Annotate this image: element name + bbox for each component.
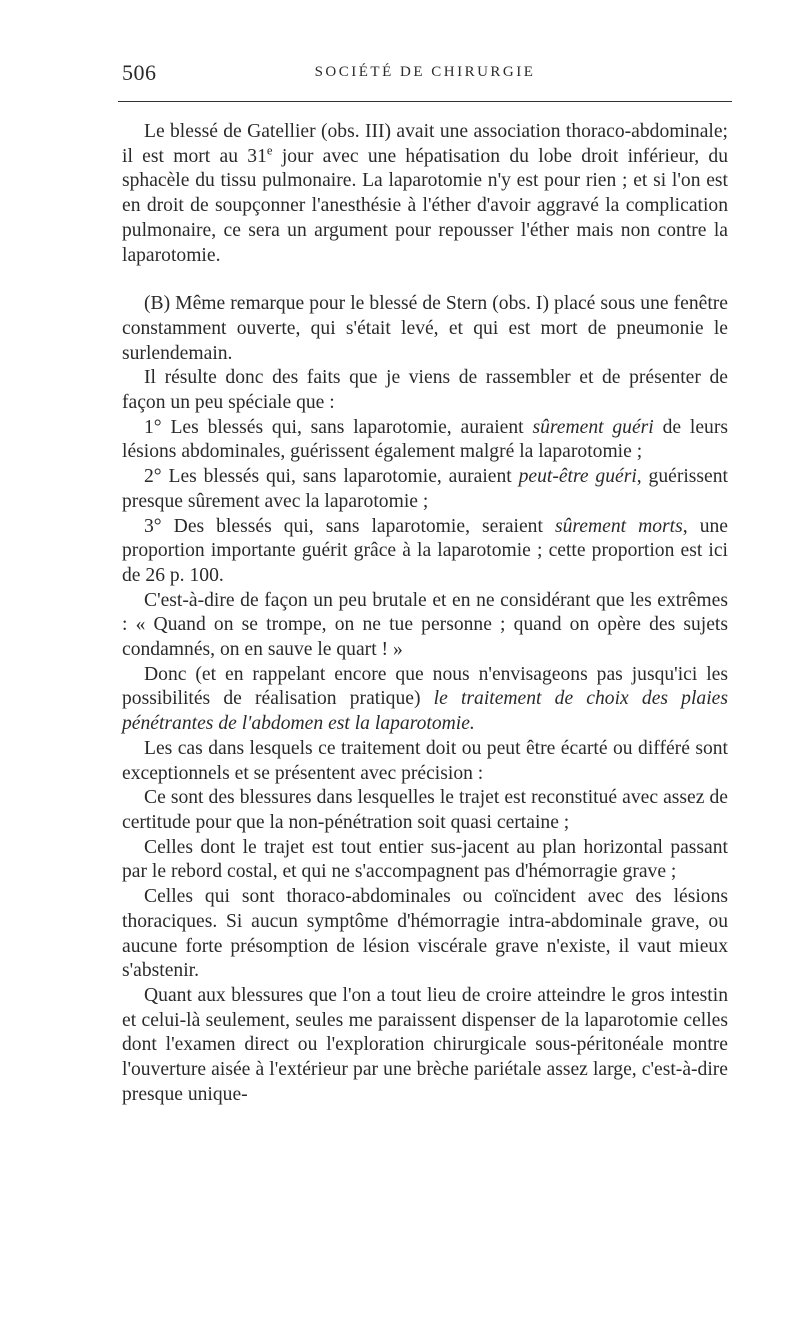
text-run: 3° Des blessés qui, sans laparotomie, seraient: [144, 515, 555, 537]
header-rule: [118, 101, 732, 102]
page-number: 506: [122, 60, 157, 85]
paragraph-p4: [122, 416, 728, 465]
paragraph-p8: [122, 663, 728, 737]
journal-title: SOCIÉTÉ DE CHIRURGIE: [314, 64, 536, 80]
paragraph-p5: [122, 465, 728, 514]
paragraph-p1: [122, 120, 728, 268]
paragraph-p12: [122, 885, 728, 984]
italic-text: sûrement morts: [554, 515, 683, 537]
paragraph-p7: [122, 589, 728, 663]
paragraph-p11: [122, 836, 728, 885]
body-text: [122, 120, 728, 1107]
text-run: 1° Les blessés qui, sans laparotomie, auraient: [144, 416, 533, 438]
paragraph-p6: [122, 515, 728, 589]
text-run: Ce sont des blessures dans lesquelles le trajet est reconstitué avec assez de certitude pour que la non-pénétration soit quasi certaine ;: [122, 787, 728, 833]
text-run: Le blessé de Gatellier (obs. III) avait une association thoraco-abdominale; il est mort au 31: [122, 121, 728, 167]
running-head: [122, 60, 728, 90]
paragraph-p13: [122, 984, 728, 1108]
paragraph-p10: [122, 786, 728, 835]
italic-text: peut-être guéri: [518, 466, 637, 488]
text-run: Quant aux blessures que l'on a tout lieu de croire atteindre le gros intestin et celui-là seulement, seules me paraissent dispenser de la laparotomie celles dont l'examen direct ou l'exploration chirurgicale sous-péritonéale montre l'ouverture aisée à l'extérieur par une brèche pariétale assez large, c'est-à-dire presque unique-: [122, 984, 728, 1105]
italic-text: le traitement de choix des plaies pénétrantes de l'abdomen est la laparotomie.: [122, 688, 728, 735]
italic-text: sûrement guéri: [532, 416, 654, 438]
text-run: Il résulte donc des faits que je viens de rassembler et de présenter de façon un peu spéciale que :: [122, 367, 728, 414]
text-run: Donc (et en rappelant encore que nous n'envisageons pas jusqu'ici les possibilités de réalisation pratique): [122, 663, 728, 710]
text-run: , guérissent presque sûrement avec la laparotomie ;: [122, 466, 728, 512]
text-run: Les cas dans lesquels ce traitement doit ou peut être écarté ou différé sont exceptionnels et se présentent avec précision :: [122, 737, 728, 784]
text-run: , une proportion importante guérit grâce à la laparotomie ; cette proportion est ici de 26 p. 100.: [122, 515, 728, 586]
text-run: (B) Même remarque pour le blessé de Stern (obs. I) placé sous une fenêtre constamment ouverte, qui s'était levé, et qui est mort de pneumonie le surlendemain.: [122, 293, 728, 364]
text-run: Celles dont le trajet est tout entier sus-jacent au plan horizontal passant par le rebord costal, et qui ne s'accompagnent pas d'hémorragie grave ;: [122, 836, 728, 883]
paragraph-p9: [122, 737, 728, 786]
text-run: jour avec une hépatisation du lobe droit inférieur, du sphacèle du tissu pulmonaire. La laparotomie n'y est pour rien ; et si l'on est en droit de soupçonner l'anesthésie à l'éther d'avoir aggravé la complication pulmonaire, ce sera un argument pour repousser l'éther mais non contre la laparotomie.: [122, 145, 729, 266]
paragraph-p3: [122, 366, 728, 415]
text-run: 2° Les blessés qui, sans laparotomie, auraient: [144, 466, 519, 488]
text-run: Celles qui sont thoraco-abdominales ou coïncident avec des lésions thoraciques. Si aucun symptôme d'hémorragie intra-abdominale grave, ou aucune forte présomption de lésion viscérale grave n'existe, il vaut mieux s'abstenir.: [122, 886, 728, 982]
paragraph-p2: [122, 292, 728, 366]
text-run: C'est-à-dire de façon un peu brutale et en ne considérant que les extrêmes : « Quand on se trompe, on ne tue personne ; quand on opère des sujets condamnés, on en sauve le quart ! »: [122, 589, 728, 661]
text-run: de leurs lésions abdominales, guérissent également malgré la laparotomie ;: [122, 416, 728, 463]
superscript: e: [266, 143, 273, 158]
